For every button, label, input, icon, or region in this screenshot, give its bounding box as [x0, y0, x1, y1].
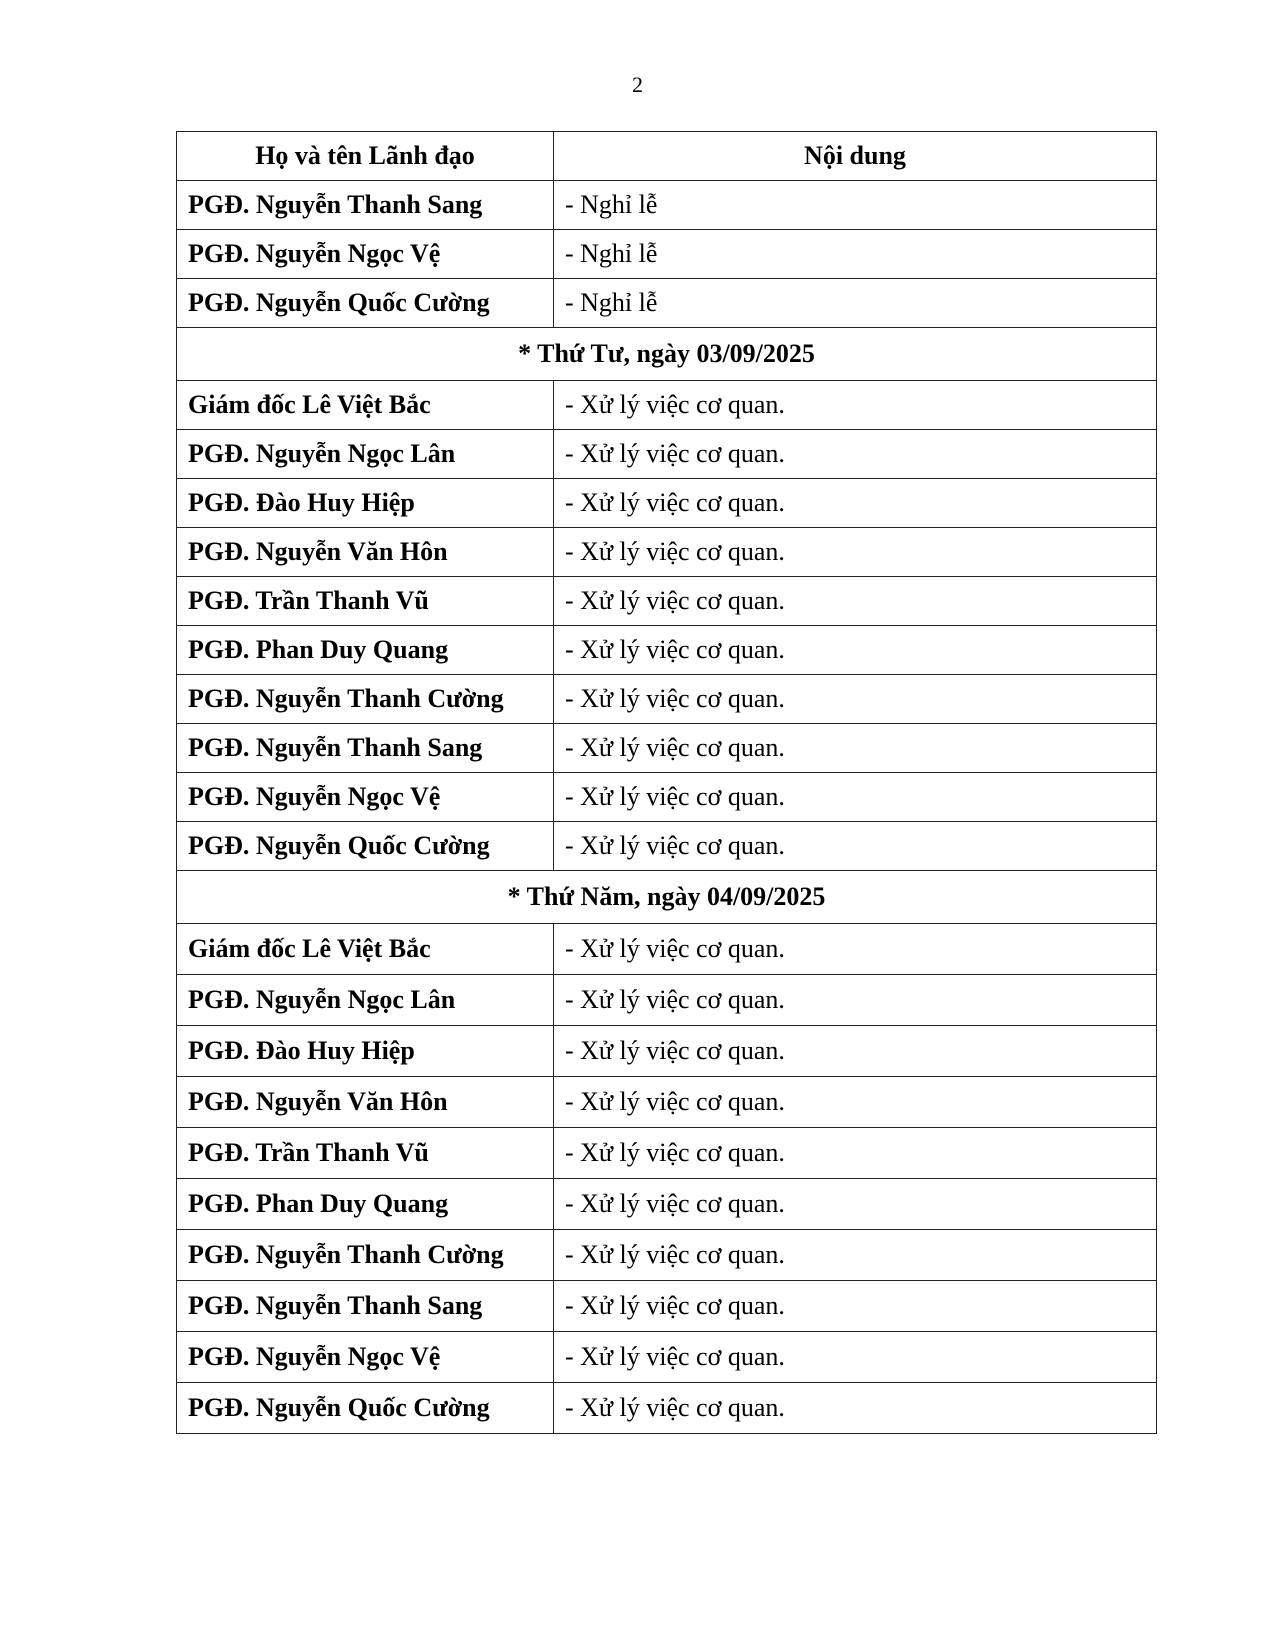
leader-name: PGĐ. Nguyễn Quốc Cường — [177, 279, 554, 328]
leader-name: PGĐ. Trần Thanh Vũ — [177, 1128, 554, 1179]
day-section-row — [177, 871, 1157, 924]
leader-name: PGĐ. Đào Huy Hiệp — [177, 479, 554, 528]
task-content: - Nghỉ lễ — [554, 181, 1157, 230]
leader-name: PGĐ. Nguyễn Quốc Cường — [177, 1383, 554, 1434]
table-row — [177, 1026, 1157, 1077]
leader-name: Giám đốc Lê Việt Bắc — [177, 381, 554, 430]
table-row — [177, 1077, 1157, 1128]
task-content: - Xử lý việc cơ quan. — [554, 1179, 1157, 1230]
task-content: - Xử lý việc cơ quan. — [554, 1077, 1157, 1128]
table-row — [177, 1383, 1157, 1434]
table-row — [177, 675, 1157, 724]
task-content: - Xử lý việc cơ quan. — [554, 1383, 1157, 1434]
task-content: - Xử lý việc cơ quan. — [554, 381, 1157, 430]
day-heading: * Thứ Năm, ngày 04/09/2025 — [177, 871, 1157, 924]
task-content: - Xử lý việc cơ quan. — [554, 479, 1157, 528]
leader-name: PGĐ. Nguyễn Thanh Sang — [177, 181, 554, 230]
leader-name: PGĐ. Nguyễn Thanh Sang — [177, 724, 554, 773]
task-content: - Xử lý việc cơ quan. — [554, 724, 1157, 773]
task-content: - Xử lý việc cơ quan. — [554, 626, 1157, 675]
task-content: - Xử lý việc cơ quan. — [554, 430, 1157, 479]
leader-name: PGĐ. Nguyễn Ngọc Vệ — [177, 1332, 554, 1383]
task-content: - Xử lý việc cơ quan. — [554, 975, 1157, 1026]
table-row — [177, 924, 1157, 975]
table-row — [177, 181, 1157, 230]
task-content: - Nghỉ lễ — [554, 279, 1157, 328]
table-row — [177, 479, 1157, 528]
leader-name: PGĐ. Nguyễn Văn Hôn — [177, 528, 554, 577]
table-row — [177, 279, 1157, 328]
leader-name: PGĐ. Phan Duy Quang — [177, 626, 554, 675]
leader-name: PGĐ. Trần Thanh Vũ — [177, 577, 554, 626]
leader-name: PGĐ. Nguyễn Văn Hôn — [177, 1077, 554, 1128]
header-leader-name: Họ và tên Lãnh đạo — [177, 132, 554, 181]
table-row — [177, 724, 1157, 773]
table-row — [177, 430, 1157, 479]
leader-name: PGĐ. Nguyễn Thanh Sang — [177, 1281, 554, 1332]
leader-name: PGĐ. Đào Huy Hiệp — [177, 1026, 554, 1077]
table-row — [177, 1128, 1157, 1179]
table-row — [177, 528, 1157, 577]
leader-name: PGĐ. Nguyễn Ngọc Lân — [177, 975, 554, 1026]
day-heading: * Thứ Tư, ngày 03/09/2025 — [177, 328, 1157, 381]
leader-name: Giám đốc Lê Việt Bắc — [177, 924, 554, 975]
table-row — [177, 1179, 1157, 1230]
page-number: 2 — [632, 72, 643, 97]
table-row — [177, 230, 1157, 279]
task-content: - Xử lý việc cơ quan. — [554, 577, 1157, 626]
leader-name: PGĐ. Nguyễn Ngọc Lân — [177, 430, 554, 479]
task-content: - Xử lý việc cơ quan. — [554, 1281, 1157, 1332]
leader-name: PGĐ. Phan Duy Quang — [177, 1179, 554, 1230]
leader-name: PGĐ. Nguyễn Thanh Cường — [177, 1230, 554, 1281]
task-content: - Xử lý việc cơ quan. — [554, 1230, 1157, 1281]
task-content: - Xử lý việc cơ quan. — [554, 1332, 1157, 1383]
table-row — [177, 381, 1157, 430]
leader-name: PGĐ. Nguyễn Ngọc Vệ — [177, 773, 554, 822]
task-content: - Xử lý việc cơ quan. — [554, 822, 1157, 871]
table-header-row — [177, 132, 1157, 181]
task-content: - Nghỉ lễ — [554, 230, 1157, 279]
table-row — [177, 577, 1157, 626]
schedule-table — [176, 131, 1157, 1434]
task-content: - Xử lý việc cơ quan. — [554, 675, 1157, 724]
header-content: Nội dung — [554, 132, 1157, 181]
task-content: - Xử lý việc cơ quan. — [554, 1026, 1157, 1077]
leader-name: PGĐ. Nguyễn Thanh Cường — [177, 675, 554, 724]
table-row — [177, 773, 1157, 822]
task-content: - Xử lý việc cơ quan. — [554, 773, 1157, 822]
table-row — [177, 626, 1157, 675]
task-content: - Xử lý việc cơ quan. — [554, 1128, 1157, 1179]
task-content: - Xử lý việc cơ quan. — [554, 924, 1157, 975]
table-row — [177, 1332, 1157, 1383]
day-section-row — [177, 328, 1157, 381]
table-row — [177, 975, 1157, 1026]
table-row — [177, 1230, 1157, 1281]
leader-name: PGĐ. Nguyễn Ngọc Vệ — [177, 230, 554, 279]
table-row — [177, 822, 1157, 871]
task-content: - Xử lý việc cơ quan. — [554, 528, 1157, 577]
table-row — [177, 1281, 1157, 1332]
leader-name: PGĐ. Nguyễn Quốc Cường — [177, 822, 554, 871]
